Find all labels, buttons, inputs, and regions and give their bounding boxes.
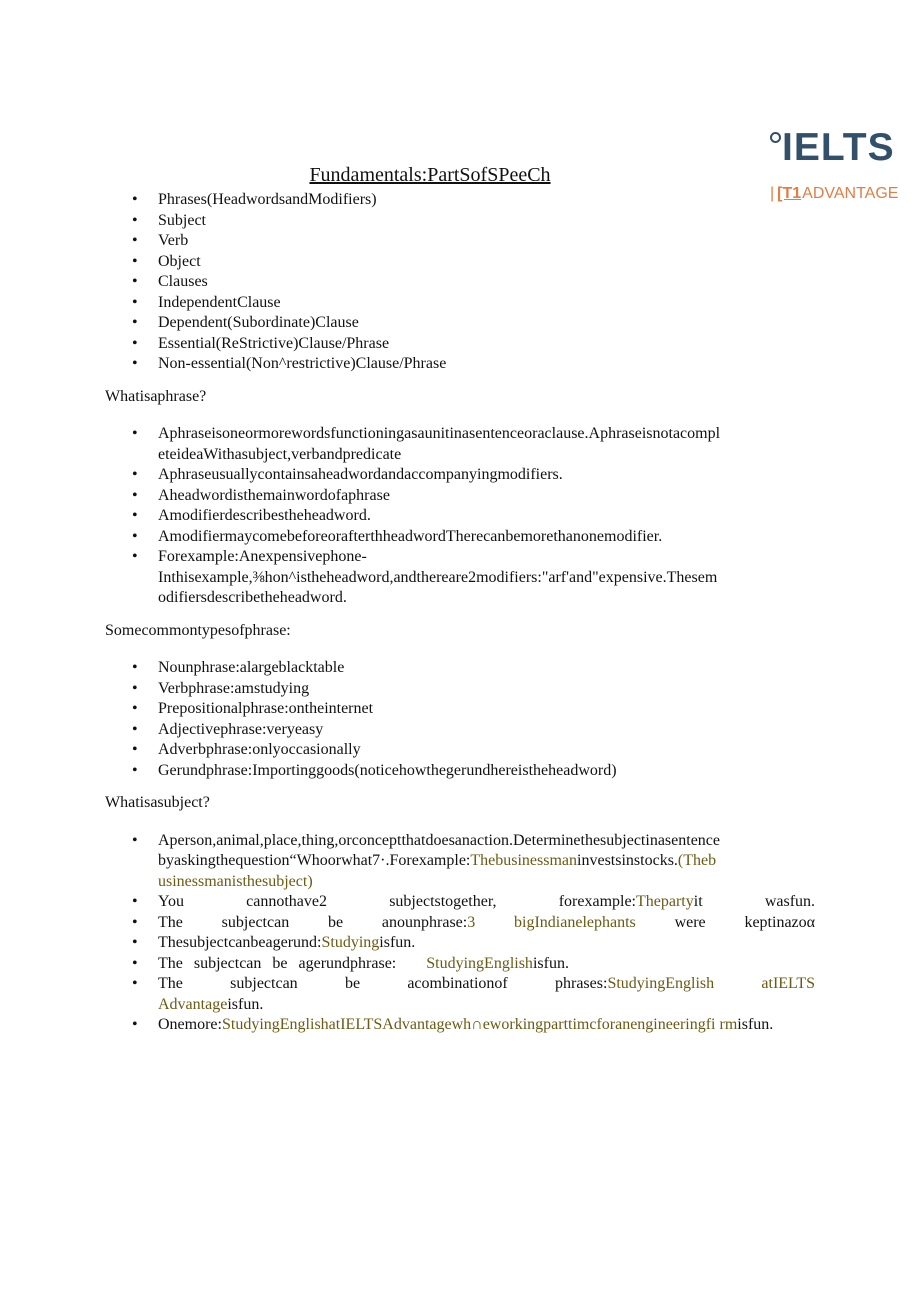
item-text: isfun.: [227, 995, 264, 1013]
highlighted-example: 3: [467, 913, 476, 931]
list-item: • Nounphrase:alargeblacktable: [105, 658, 815, 679]
list-item: [105, 913, 815, 934]
item-text: isfun.: [532, 954, 569, 972]
list-item: • Aphraseusuallycontainsaheadwordandaccompanyingmodifiers.: [105, 465, 815, 486]
logo-dot-icon: [770, 132, 781, 143]
list-item: [105, 1015, 815, 1036]
highlighted-example: atIELTS: [761, 975, 816, 992]
item-text: subjectcan: [193, 954, 262, 972]
item-text: You: [158, 893, 184, 910]
phrase-heading: Whatisaphrase?: [105, 387, 207, 405]
list-item: • IndependentClause: [105, 293, 815, 314]
highlighted-example: StudyingEnglish: [426, 954, 533, 972]
item-text: it: [693, 893, 703, 910]
subject-list: [105, 831, 815, 1036]
item-text: agerundphrase:: [298, 954, 397, 972]
item-text: were: [674, 913, 706, 931]
list-item: • Amodifierdescribestheheadword.: [105, 506, 815, 527]
list-item: • Verbphrase:amstudying: [105, 679, 815, 700]
list-item: [105, 892, 815, 913]
highlighted-example: bigIndianelephants: [514, 913, 636, 931]
item-text: be: [272, 954, 288, 972]
list-item: • Phrases(HeadwordsandModifiers): [105, 190, 815, 211]
phrase-types-list: [105, 658, 815, 781]
item-text: [382, 914, 475, 931]
item-text: The: [158, 975, 183, 992]
list-item: • Aphraseisoneormorewordsfunctioningasaunitinasentenceoraclause.Aphraseisnotacompl eteideaWithasubject,verbandpredicate: [105, 424, 815, 465]
list-item: [105, 831, 815, 893]
item-text: investsinstocks.: [577, 852, 678, 869]
highlighted-example: (Theb usinessmanisthesubject): [158, 852, 717, 890]
document-body: [105, 190, 815, 1036]
list-item: • Prepositionalphrase:ontheinternet: [105, 699, 815, 720]
item-text: cannothave2: [246, 893, 327, 910]
highlighted-example: Advantage: [158, 995, 228, 1013]
item-text: subjectstogether,: [389, 893, 497, 910]
logo-divider: |: [770, 185, 775, 202]
phrase-types-heading: Somecommontypesofphrase:: [105, 621, 291, 639]
highlighted-example: Thebusinessman: [470, 852, 578, 869]
item-text: The: [158, 913, 183, 931]
subject-heading: Whatisasubject?: [105, 794, 210, 811]
list-item: • Gerundphrase:Importinggoods(noticehowthegerundhereistheheadword): [105, 761, 815, 782]
item-text: be: [344, 975, 361, 992]
highlighted-example: Studying: [321, 934, 380, 951]
list-item: • Essential(ReStrictive)Clause/Phrase: [105, 334, 815, 355]
logo-tagline: ADVANTAGE: [802, 185, 899, 202]
item-text: Aperson,animal,place,thing,orconceptthatdoesanaction.Determinethesubjectinasentence byaskingthequestion“Whoorwhat7·.Forexample:: [158, 831, 720, 869]
item-text: be: [328, 913, 344, 931]
item-text: isfun.: [737, 1016, 774, 1033]
item-text: isfun.: [379, 934, 416, 951]
item-text: forexample:: [558, 893, 636, 910]
list-item: [105, 974, 815, 1015]
phrase-list: [105, 424, 815, 609]
item-line: [158, 974, 815, 995]
logo-brand: IELTS: [782, 126, 895, 169]
list-item: • Subject: [105, 211, 815, 232]
item-text: subjectcan: [230, 975, 298, 992]
list-item: • Forexample:Anexpensivephone- Inthisexample,⅜hon^istheheadword,andthereare2modifiers:"arf'and"expensive.Thesem odifiersdescribetheheadword.: [105, 547, 815, 609]
item-text: wasfun.: [764, 893, 816, 910]
list-item: • Adjectivephrase:veryeasy: [105, 720, 815, 741]
list-item: • Aheadwordisthemainwordofaphrase: [105, 486, 815, 507]
list-item: • Non-essential(Non^restrictive)Clause/Phrase: [105, 354, 815, 375]
list-item: • Verb: [105, 231, 815, 252]
item-text: Onemore:: [158, 1016, 222, 1033]
logo-mark: [T1: [777, 185, 802, 202]
list-item: • Adverbphrase:onlyoccasionally: [105, 740, 815, 761]
item-text: anounphrase:: [381, 913, 468, 931]
item-text: Thesubjectcanbeagerund:: [158, 934, 322, 951]
item-text: The: [158, 954, 183, 972]
page-title: Fundamentals:PartSofSPeeCh: [309, 164, 551, 186]
contents-list: [105, 190, 815, 375]
item-line: [158, 995, 815, 1016]
list-item: • AmodifiermaycomebeforeorafterthheadwordTherecanbemorethanonemodifier.: [105, 527, 815, 548]
item-text: [555, 975, 714, 992]
item-text: keptinazoα: [744, 913, 816, 931]
list-item: [105, 933, 815, 954]
highlighted-example: StudyingEnglish: [607, 975, 715, 992]
item-text: acombinationof: [407, 975, 508, 992]
item-text: [559, 893, 703, 910]
highlighted-example: StudyingEnglishatIELTSAdvantagewh∩eworkingparttimcforanengineeringfi rm: [221, 1016, 738, 1033]
list-item: [105, 954, 815, 975]
list-item: • Object: [105, 252, 815, 273]
item-text: phrases:: [555, 975, 608, 992]
list-item: • Dependent(Subordinate)Clause: [105, 313, 815, 334]
item-text: subjectcan: [221, 913, 290, 931]
list-item: • Clauses: [105, 272, 815, 293]
highlighted-example: Theparty: [636, 893, 694, 910]
